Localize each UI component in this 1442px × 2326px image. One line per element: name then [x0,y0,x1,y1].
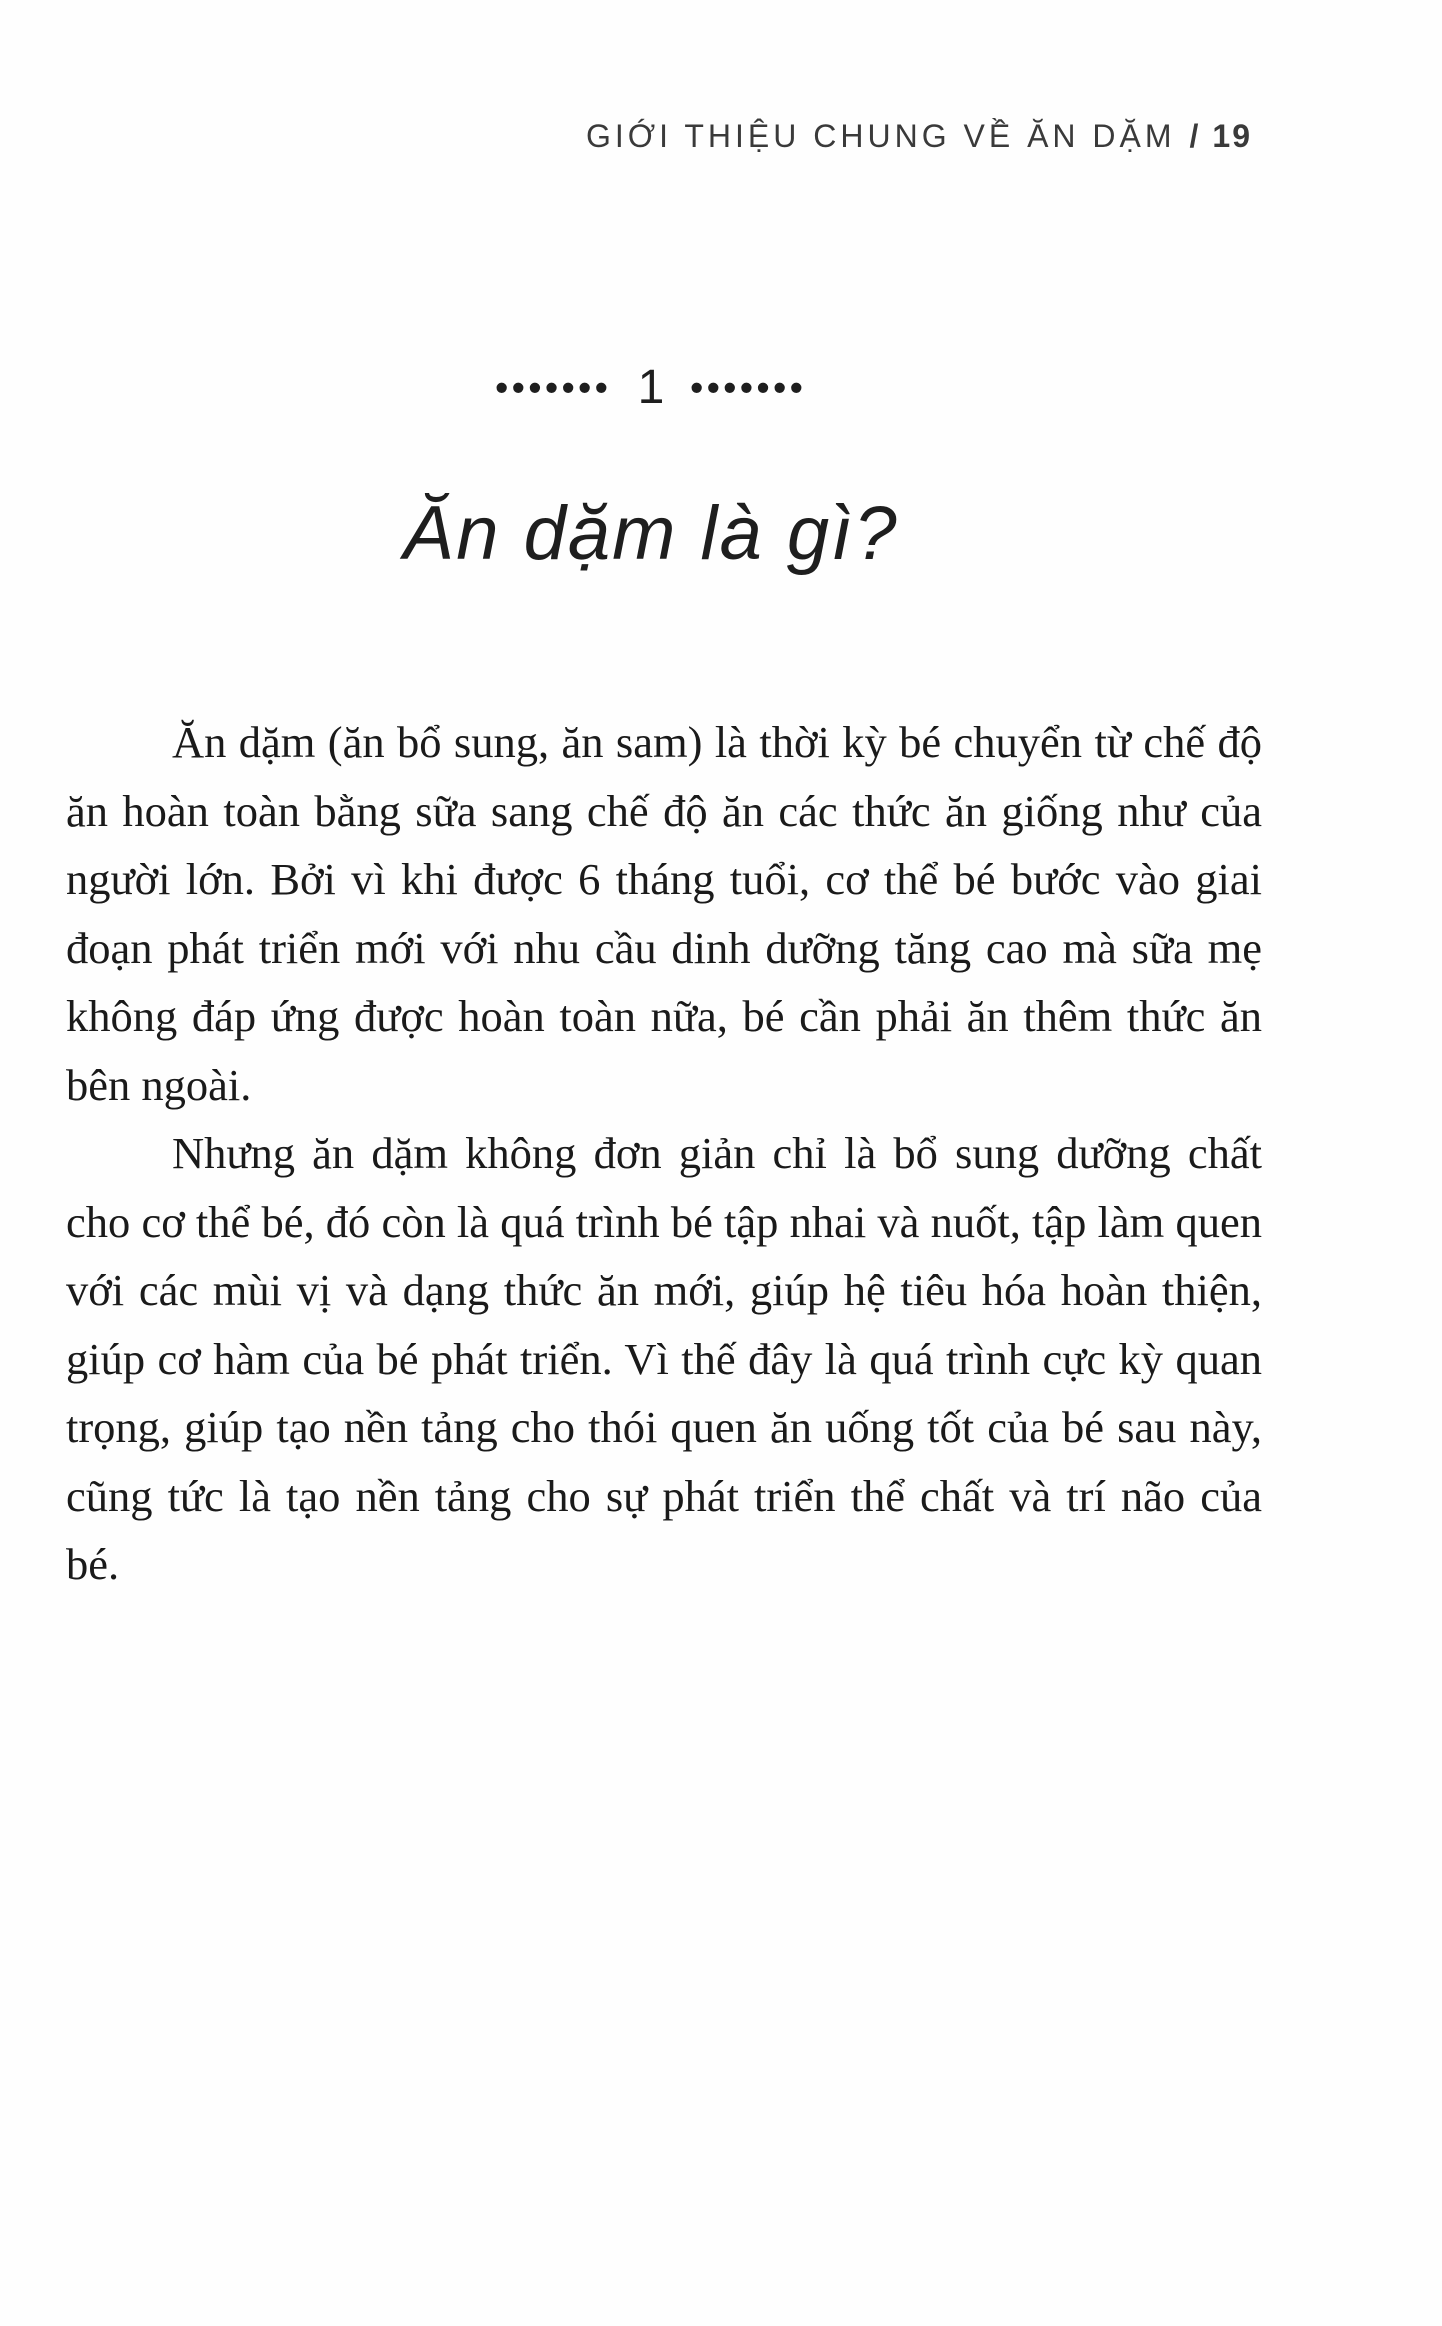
chapter-marker [0,360,1302,415]
body-text [66,708,1262,1599]
page-number: 19 [1212,118,1252,154]
chapter-number: 1 [637,361,665,414]
chapter-dots-right: ••••••• [690,366,807,408]
running-header-separator: / [1189,118,1203,154]
paragraph-2: Nhưng ăn dặm không đơn giản chỉ là bổ sung dưỡng chất cho cơ thể bé, đó còn là quá trình bé tập nhai và nuốt, tập làm quen với các mùi vị và dạng thức ăn mới, giúp hệ tiêu hóa hoàn thiện, giúp cơ hàm của bé phát triển. Vì thế đây là quá trình cực kỳ quan trọng, giúp tạo nền tảng cho thói quen ăn uống tốt của bé sau này, cũng tức là tạo nền tảng cho sự phát triển thể chất và trí não của bé. [66,1128,1262,1589]
chapter-dots-left: ••••••• [495,366,612,408]
chapter-title: Ăn dặm là gì? [403,491,899,576]
running-header [586,118,1252,155]
running-header-title: GIỚI THIỆU CHUNG VỀ ĂN DẶM [585,118,1176,154]
paragraph-1: Ăn dặm (ăn bổ sung, ăn sam) là thời kỳ bé chuyển từ chế độ ăn hoàn toàn bằng sữa sang chế độ ăn các thức ăn giống như của người lớn. Bởi vì khi được 6 tháng tuổi, cơ thể bé bước vào giai đoạn phát triển mới với nhu cầu dinh dưỡng tăng cao mà sữa mẹ không đáp ứng được hoàn toàn nữa, bé cần phải ăn thêm thức ăn bên ngoài. [66,717,1262,1110]
